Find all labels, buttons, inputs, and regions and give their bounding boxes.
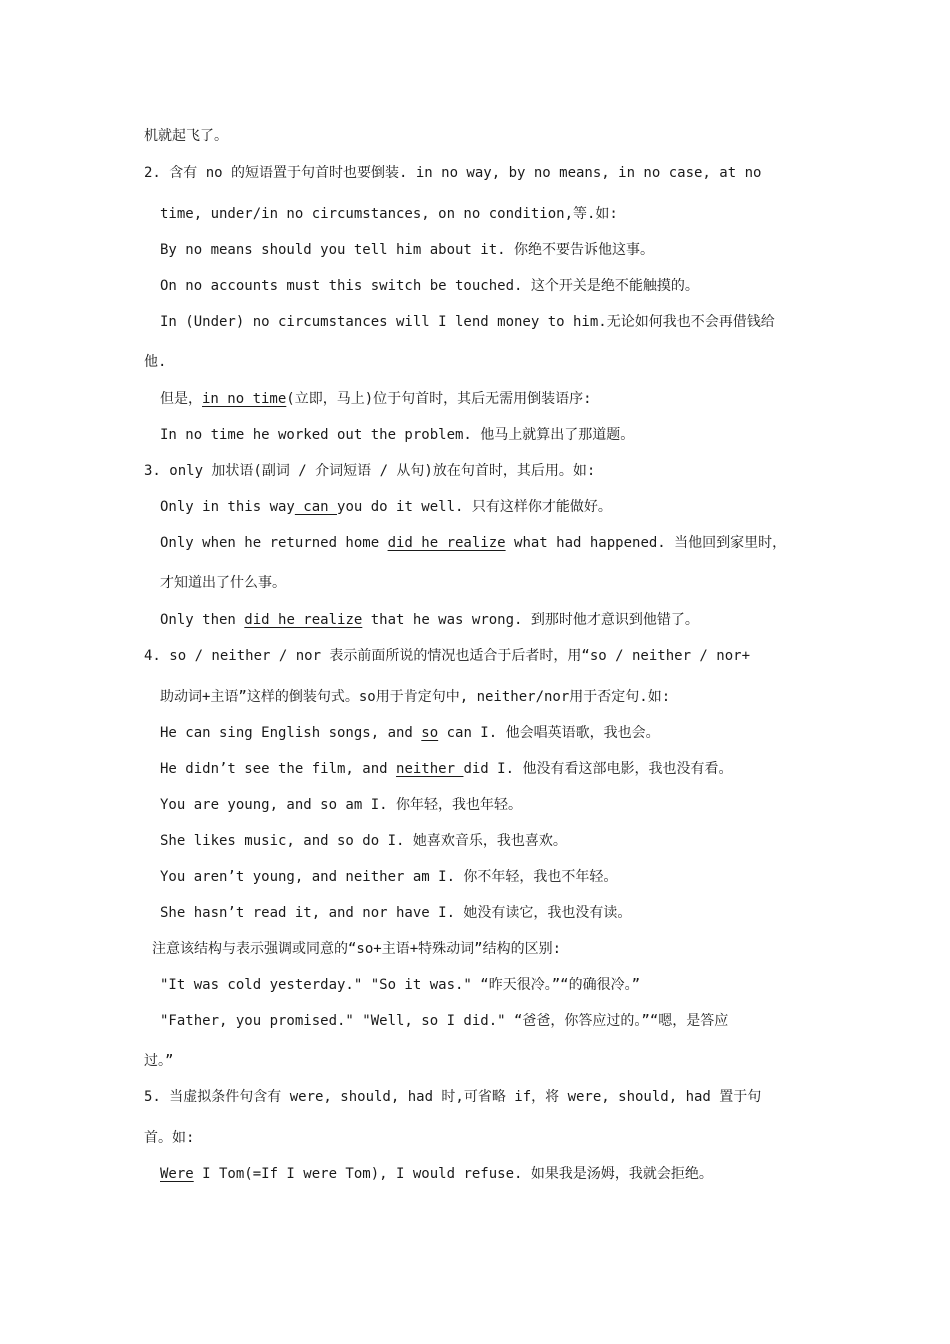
underlined-phrase: Were	[160, 1166, 194, 1182]
text-span: did I. 他没有看这部电影，我也没有看。	[463, 761, 733, 777]
text-line	[160, 389, 592, 409]
example-sentence: She hasn’t read it, and nor have I. 她没有读它，我也没有读。	[160, 905, 632, 921]
text-span: you do it well. 只有这样你才能做好。	[337, 499, 612, 515]
example-sentence: "Father, you promised." "Well, so I did." “爸爸，你答应过的。”“嗯，是答应	[160, 1013, 729, 1029]
text-span: 但是，	[160, 391, 202, 407]
note-line: 注意该结构与表示强调或同意的“so+主语+特殊动词”结构的区别:	[152, 941, 561, 957]
text-span: Only then	[160, 612, 245, 628]
text-line: 才知道出了什么事。	[160, 575, 286, 591]
text-line: time, under/in no circumstances, on no condition,等.如:	[160, 206, 618, 222]
underlined-phrase: did he realize	[244, 612, 363, 628]
list-item-4: 4. so / neither / nor 表示前面所说的情况也适合于后者时，用“so / neither / nor+	[144, 648, 751, 664]
text-line: 他.	[144, 354, 167, 370]
text-line: 首。如:	[144, 1130, 195, 1146]
example-sentence: You are young, and so am I. 你年轻，我也年轻。	[160, 797, 523, 813]
underlined-phrase: neither	[396, 761, 464, 777]
text-span: He can sing English songs, and	[160, 725, 422, 741]
example-sentence: On no accounts must this switch be touched. 这个开关是绝不能触摸的。	[160, 278, 699, 294]
list-item-5: 5. 当虚拟条件句含有 were, should, had 时,可省略 if，将 were, should, had 置于句	[144, 1089, 762, 1105]
text-span: can I. 他会唱英语歌，我也会。	[438, 725, 660, 741]
example-sentence	[160, 610, 699, 630]
text-span: that he was wrong. 到那时他才意识到他错了。	[362, 612, 699, 628]
example-sentence: In no time he worked out the problem. 他马上就算出了那道题。	[160, 427, 635, 443]
text-span: He didn’t see the film, and	[160, 761, 397, 777]
example-sentence: She likes music, and so do I. 她喜欢音乐，我也喜欢。	[160, 833, 567, 849]
underlined-phrase: in no time	[202, 391, 287, 407]
text-span: I Tom(=If I were Tom), I would refuse. 如果我是汤姆，我就会拒绝。	[193, 1166, 713, 1182]
example-sentence	[160, 497, 612, 517]
list-item-2: 2. 含有 no 的短语置于句首时也要倒装. in no way, by no means, in no case, at no	[144, 165, 762, 181]
text-span: Only in this way	[160, 499, 295, 515]
text-span: Only when he returned home	[160, 535, 388, 551]
example-sentence: By no means should you tell him about it. 你绝不要告诉他这事。	[160, 242, 655, 258]
example-sentence: "It was cold yesterday." "So it was." “昨天很冷。”“的确很冷。”	[160, 977, 641, 993]
text-line: 机就起飞了。	[144, 128, 228, 144]
example-sentence	[160, 1164, 713, 1184]
list-item-3: 3. only 加状语(副词 / 介词短语 / 从句)放在句首时，其后用。如:	[144, 463, 596, 479]
example-sentence	[160, 533, 786, 553]
example-sentence	[160, 759, 732, 779]
underlined-phrase: can	[294, 499, 338, 515]
example-sentence	[160, 723, 660, 743]
example-sentence: In (Under) no circumstances will I lend money to him.无论如何我也不会再借钱给	[160, 314, 775, 330]
text-line: 过。”	[144, 1053, 174, 1069]
text-span: what had happened. 当他回到家里时，	[505, 535, 787, 551]
underlined-phrase: so	[421, 725, 439, 741]
underlined-phrase: did he realize	[387, 535, 506, 551]
text-span: (立即，马上)位于句首时，其后无需用倒装语序:	[286, 391, 592, 407]
text-line: 助动词+主语”这样的倒装句式。so用于肯定句中, neither/nor用于否定句.如:	[160, 689, 671, 705]
example-sentence: You aren’t young, and neither am I. 你不年轻，我也不年轻。	[160, 869, 618, 885]
